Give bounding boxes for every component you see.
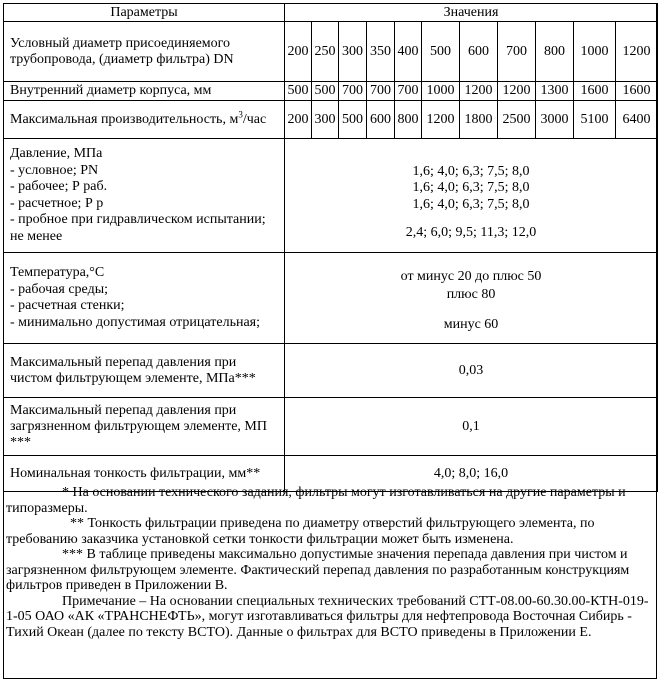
dn-value: 250 — [312, 22, 339, 82]
capacity-value: 200 — [285, 101, 312, 139]
temperature-values — [285, 253, 658, 344]
temperature-title: Температура,°С — [10, 265, 105, 280]
inner-value: 1200 — [498, 82, 536, 101]
temperature-value: плюс 80 — [446, 287, 496, 302]
capacity-value: 800 — [395, 101, 422, 139]
inner-value: 1300 — [536, 82, 574, 101]
footnotes — [6, 485, 651, 640]
row-dp-clean — [4, 344, 658, 398]
capacity-value: 1200 — [422, 101, 460, 139]
dn-value: 700 — [498, 22, 536, 82]
row-dn — [4, 22, 658, 82]
dn-value: 1200 — [616, 22, 658, 82]
row-inner-diameter — [4, 82, 658, 101]
dn-value: 200 — [285, 22, 312, 82]
temperature-label: - расчетная стенки; — [10, 298, 125, 313]
fineness-value: 4,0; 8,0; 16,0 — [285, 456, 658, 492]
pressure-label: - пробное при гидравлическом испытании; не менее — [10, 212, 266, 244]
dn-value: 350 — [367, 22, 395, 82]
temperature-value: минус 60 — [443, 317, 499, 332]
inner-value: 700 — [339, 82, 367, 101]
footnote-3: *** В таблице приведены максимально допустимые значения перепада давления при чистом и загрязненном фильтрующем элементе. Фактический перепад давления по разработанным конструкциям фильтров приведен в Приложении В. — [6, 547, 630, 593]
parameters-table — [3, 3, 658, 492]
pressure-label: - расчетное; Р р — [10, 195, 104, 211]
pressure-value: 2,4; 6,0; 9,5; 11,3; 12,0 — [405, 225, 537, 240]
label-temperature — [4, 253, 285, 344]
inner-value: 500 — [312, 82, 339, 101]
row-capacity — [4, 101, 658, 139]
inner-value: 700 — [395, 82, 422, 101]
capacity-value: 300 — [312, 101, 339, 139]
row-dp-dirty — [4, 398, 658, 456]
footnote-2: ** Тонкость фильтрации приведена по диаметру отверстий фильтрующего элемента, по требованию заказчика установкой сетки тонкости фильтрации может быть изменена. — [6, 516, 595, 547]
dn-value: 800 — [536, 22, 574, 82]
row-pressure — [4, 139, 658, 253]
inner-value: 500 — [285, 82, 312, 101]
inner-value: 1600 — [616, 82, 658, 101]
capacity-value: 5100 — [574, 101, 616, 139]
label-capacity: Максимальная производительность, $м^3$/час — [4, 101, 285, 139]
footnote-1: * На основании технического задания, фильтры могут изготавливаться на другие параметры и типоразмеры. — [6, 485, 626, 516]
capacity-value: 2500 — [498, 101, 536, 139]
dp-dirty-value: 0,1 — [285, 398, 658, 456]
note-vsto: Примечание – На основании специальных технических требований СТТ-08.00-60.30.00-КТН-019-1-05 ОАО «АК «ТРАНСНЕФТЬ», могут изготавливаться фильтры для нефтепровода Восточная Сибирь - Тихий Океан (далее по тексту ВСТО). Данные о фильтрах для ВСТО приведены в Приложении Е. — [6, 593, 649, 640]
dn-value: 300 — [339, 22, 367, 82]
pressure-value: 1,6; 4,0; 6,3; 7,5; 8,0 — [412, 163, 530, 179]
label-dn: Условный диаметр присоединяемого трубопровода, (диаметр фильтра) DN — [4, 22, 285, 82]
dp-clean-value: 0,03 — [285, 344, 658, 398]
capacity-value: 1800 — [460, 101, 498, 139]
capacity-value: 6400 — [616, 101, 658, 139]
label-dp-clean: Максимальный перепад давления при чистом фильтрующем элементе, МПа*** — [4, 344, 285, 398]
pressure-title: Давление, МПа — [10, 146, 103, 161]
header-values: Значения — [285, 4, 658, 22]
dn-value: 600 — [460, 22, 498, 82]
row-temperature — [4, 253, 658, 344]
label-dp-dirty: Максимальный перепад давления при загрязненном фильтрующем элементе, МП *** — [4, 398, 285, 456]
inner-value: 1000 — [422, 82, 460, 101]
capacity-value: 3000 — [536, 101, 574, 139]
inner-value: 1200 — [460, 82, 498, 101]
header-params: Параметры — [4, 4, 285, 22]
inner-value: 700 — [367, 82, 395, 101]
pressure-value: 1,6; 4,0; 6,3; 7,5; 8,0 — [412, 196, 530, 212]
dn-value: 500 — [422, 22, 460, 82]
header-row — [4, 4, 658, 22]
capacity-value: 600 — [367, 101, 395, 139]
label-inner-diameter: Внутренний диаметр корпуса, мм — [4, 82, 285, 101]
dn-value: 400 — [395, 22, 422, 82]
label-fineness: Номинальная тонкость фильтрации, мм** — [4, 456, 285, 492]
pressure-label: - рабочее; Р раб. — [10, 179, 108, 194]
temperature-label: - минимально допустимая отрицательная; — [10, 314, 260, 330]
pressure-label: - условное; PN — [10, 162, 99, 178]
capacity-value: 500 — [339, 101, 367, 139]
label-pressure — [4, 139, 285, 253]
inner-value: 1600 — [574, 82, 616, 101]
temperature-label: - рабочая среды; — [10, 281, 108, 297]
temperature-value: от минус 20 до плюс 50 — [400, 269, 542, 284]
pressure-value: 1,6; 4,0; 6,3; 7,5; 8,0 — [412, 180, 530, 195]
pressure-values — [285, 139, 658, 253]
dn-value: 1000 — [574, 22, 616, 82]
